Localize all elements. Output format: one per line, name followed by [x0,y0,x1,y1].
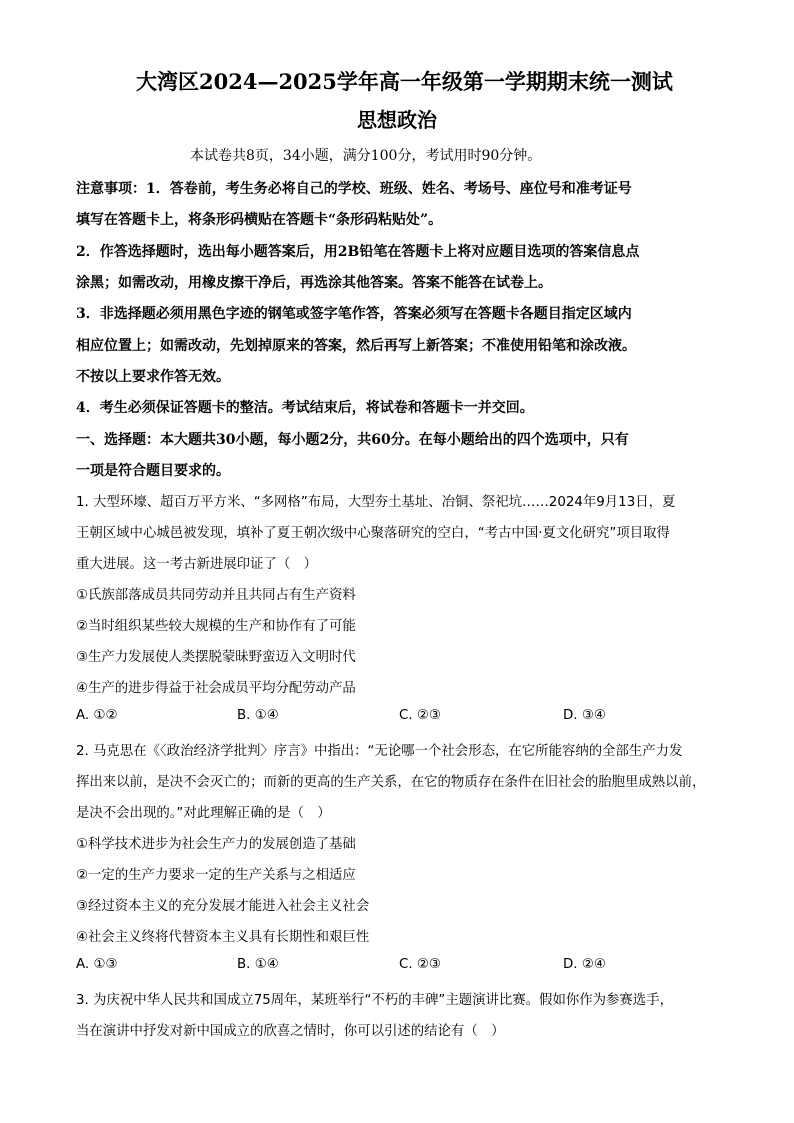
question-1-statement-3: ③生产力发展使人类摆脱蒙昧野蛮迈入文明时代 [76,650,356,665]
section-heading-line-2: 一项是符合题目要求的。 [76,463,230,479]
question-2-statement-1: ①科学技术进步为社会生产力的发展创造了基础 [76,837,356,852]
question-2-option-d[interactable]: D. ②④ [563,957,606,972]
question-1-line-1: 1. 大型环壕、超百万平方米、“多网格”布局，大型夯土基址、冶铜、祭祀坑……2024年9月13日，夏 [76,495,676,510]
subject-title: 思想政治 [357,108,437,132]
exam-info: 本试卷共8页，34小题，满分100分，考试用时90分钟。 [190,148,542,164]
notice-line-1: 注意事项：1．答卷前，考生务必将自己的学校、班级、姓名、考场号、座位号和准考证号 [76,181,632,197]
notice-line-2: 填写在答题卡上，将条形码横贴在答题卡“条形码粘贴处”。 [76,212,443,228]
question-2-line-3: 是决不会出现的。”对此理解正确的是（ ） [76,806,331,821]
notice-line-3: 2．作答选择题时，选出每小题答案后，用2B铅笔在答题卡上将对应题目选项的答案信息点 [76,244,640,260]
question-2-statement-3: ③经过资本主义的充分发展才能进入社会主义社会 [76,899,370,914]
question-1-statement-4: ④生产的进步得益于社会成员平均分配劳动产品 [76,681,356,696]
question-2-statement-2: ②一定的生产力要求一定的生产关系与之相适应 [76,868,356,883]
question-2-line-2: 挥出来以前，是决不会灭亡的；而新的更高的生产关系，在它的物质存在条件在旧社会的胎胞里成熟以前， [76,775,706,790]
notice-line-4: 涂黑；如需改动，用橡皮擦干净后，再选涂其他答案。答案不能答在试卷上。 [76,275,552,291]
question-1-line-3: 重大进展。这一考古新进展印证了（ ） [76,557,318,572]
question-2-option-c[interactable]: C. ②③ [399,957,441,972]
question-2-line-1: 2. 马克思在《〈政治经济学批判〉序言》中指出：“无论哪一个社会形态，在它所能容纳的全部生产力发 [76,744,683,759]
question-2-statement-4: ④社会主义终将代替资本主义具有长期性和艰巨性 [76,930,370,945]
question-1-option-a[interactable]: A. ①② [76,708,118,723]
notice-line-5: 3．非选择题必须用黑色字迹的钢笔或签字笔作答，答案必须写在答题卡各题目指定区域内 [76,306,632,322]
section-heading-line-1: 一、选择题：本大题共30小题，每小题2分，共60分。在每小题给出的四个选项中，只有 [76,432,629,448]
question-1-option-d[interactable]: D. ③④ [563,708,606,723]
notice-line-6: 相应位置上；如需改动，先划掉原来的答案，然后再写上新答案；不准使用铅笔和涂改液。 [76,338,636,354]
question-1-statement-2: ②当时组织某些较大规模的生产和协作有了可能 [76,619,356,634]
question-3-line-2: 当在演讲中抒发对新中国成立的欣喜之情时，你可以引述的结论有（ ） [76,1024,505,1039]
question-1-option-c[interactable]: C. ②③ [399,708,441,723]
question-3-line-1: 3. 为庆祝中华人民共和国成立75周年，某班举行“不朽的丰碑”主题演讲比赛。假如你作为参赛选手， [76,993,673,1008]
exam-title: 大湾区2024—2025学年高一年级第一学期期末统一测试 [136,69,673,94]
question-1-statement-1: ①氏族部落成员共同劳动并且共同占有生产资料 [76,588,356,603]
question-2-option-b[interactable]: B. ①④ [237,957,279,972]
question-1-option-b[interactable]: B. ①④ [237,708,279,723]
question-2-option-a[interactable]: A. ①③ [76,957,118,972]
notice-line-8: 4．考生必须保证答题卡的整洁。考试结束后，将试卷和答题卡一并交回。 [76,400,534,416]
question-1-line-2: 王朝区域中心城邑被发现，填补了夏王朝次级中心聚落研究的空白，“考古中国·夏文化研究”项目取得 [76,526,670,541]
notice-line-7: 不按以上要求作答无效。 [76,369,230,385]
